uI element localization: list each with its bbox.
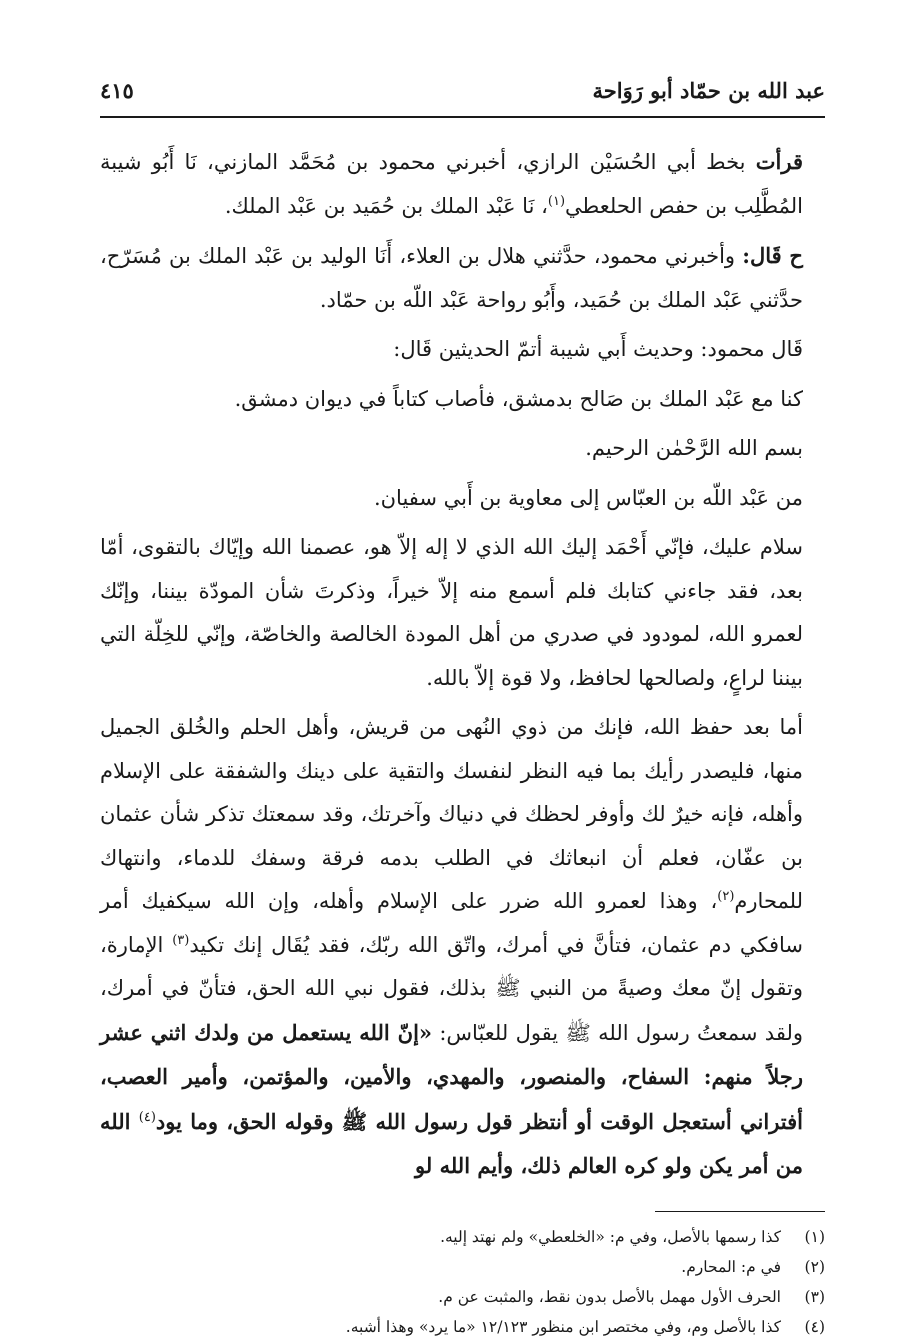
paragraph-8 <box>100 706 825 1189</box>
footnote-item <box>100 1312 825 1342</box>
hadith-bold: الله من أمر يكن ولو كره العالم ذلك، وأيم الله لو <box>100 1108 803 1178</box>
footnote-item <box>100 1252 825 1282</box>
hadith-bold: «إنّ الله يستعمل من ولدك اثني عشر رجلاً منهم: السفاح، والمنصور، والمهدي، والأمين، والمؤتمن، وأمير العصب، أفتراني أستعجل الوقت أو أنتظر قول رسول الله ﷺ وقوله الحق، وما يود <box>100 1019 803 1134</box>
paragraph-7: سلام عليك، فإنّي أَحْمَد إليك الله الذي لا إله إلاّ هو، عصمنا الله وإيّاك بالتقوى، أمّا بعد، فقد جاءني كتابك فلم أسمع منه إلاّ خيراً، وذكرتَ شأن المودّة بيننا، وإنّك لعمرو الله، لمودود في صدري من أهل المودة الخالصة والخاصّة، وإنّي للخِلّة التي بيننا لراعٍ، ولصالحها لحافظ، ولا قوة إلاّ بالله. <box>100 535 803 690</box>
footnote-number: (٢) <box>804 1257 825 1276</box>
footnote-text: في م: المحارم. <box>681 1257 781 1276</box>
paragraph-text: بخط أبي الحُسَيْن الرازي، أخبرني محمود بن مُحَمَّد المازني، نَا أَبُو شيبة المُطَّلِب بن حفص الحلعطي <box>100 150 803 218</box>
paragraph-text: ، نَا عَبْد الملك بن حُمَيد بن عَبْد الملك. <box>224 193 548 218</box>
paragraph-text: الإمارة، وتقول إنّ معك وصيةً من النبي ﷺ بذلك، فقول نبي الله الحق، فتأنّ في أمرك، ولقد سمعتُ رسول الله ﷺ يقول للعبّاس: <box>100 932 803 1045</box>
book-page <box>100 78 825 1342</box>
footnote-text: كذا بالأصل وم، وفي مختصر ابن منظور ١٢/١٢٣ «ما يرد» وهذا أشبه. <box>345 1317 781 1336</box>
paragraph-basmala: بسم الله الرَّحْمٰن الرحيم. <box>585 436 803 460</box>
paragraph-text: ، وهذا لعمرو الله ضرر على الإسلام وأهله، وإن الله سيكفيك أمر سافكي دم عثمان، فتأنَّ في أمرك، واتّق الله ربّك، فقد يُقَال إنك تكيد <box>100 889 803 957</box>
footnote-number: (٣) <box>804 1287 825 1306</box>
footnote-divider <box>655 1211 825 1212</box>
paragraph-isnad-1 <box>100 140 825 228</box>
paragraph-isnad-2 <box>100 234 825 322</box>
footnotes <box>100 1222 825 1342</box>
qara-lead: قرأت <box>755 149 803 174</box>
footnote-text: كذا رسمها بالأصل، وفي م: «الخلعطي» ولم نهتد إليه. <box>440 1227 781 1246</box>
page-number: ٤١٥ <box>100 78 134 103</box>
footnote-item <box>100 1222 825 1252</box>
footnote-ref-1: (١) <box>547 193 566 209</box>
paragraph-text: أما بعد حفظ الله، فإنك من ذوي النُهى من قريش، وأهل الحلم والخُلق الجميل منها، فليصدر رأيك بما فيه النظر لنفسك والتقية على دينك والشفقة على الإسلام وأهله، فإنه خيرٌ لك وأوفر لحظك في دنياك وآخرتك، وقد سمعتك تذكر شأن عثمان بن عفّان، فعلم أن انبعاثك في الطلب بدمه فرقة وسفك للدماء، وانتهاك للمحارم <box>100 715 803 913</box>
running-head-title: عبد الله بن حمّاد أبو رَوَاحة <box>592 78 825 103</box>
footnote-text: الحرف الأول مهمل بالأصل بدون نقط، والمثبت عن م. <box>438 1287 781 1306</box>
main-text <box>100 140 825 1189</box>
footnote-ref-4: (٤) <box>138 1109 156 1125</box>
footnote-ref-2: (٢) <box>717 889 735 904</box>
paragraph-6: من عَبْد اللّه بن العبّاس إلى معاوية بن أَبي سفيان. <box>373 485 803 510</box>
footnote-number: (٤) <box>804 1317 825 1336</box>
footnote-number: (١) <box>804 1227 825 1246</box>
footnote-item <box>100 1282 825 1312</box>
paragraph-4: كنا مع عَبْد الملك بن صَالح بدمشق، فأصاب كتاباً في ديوان دمشق. <box>234 386 803 411</box>
qal-lead: ح قَال: <box>742 243 803 268</box>
running-head <box>100 78 825 118</box>
paragraph-3: قَال محمود: وحديث أَبي شيبة أتمّ الحديثين قَال: <box>393 337 803 361</box>
paragraph-text: وأخبرني محمود، حدَّثني هلال بن العلاء، أَنَا الوليد بن عَبْد الملك بن مُسَرّح، حدَّثني عَبْد الملك بن حُمَيد، وأَبُو رواحة عَبْد اللّه بن حمّاد. <box>100 244 803 312</box>
footnote-ref-3: (٣) <box>172 932 190 948</box>
